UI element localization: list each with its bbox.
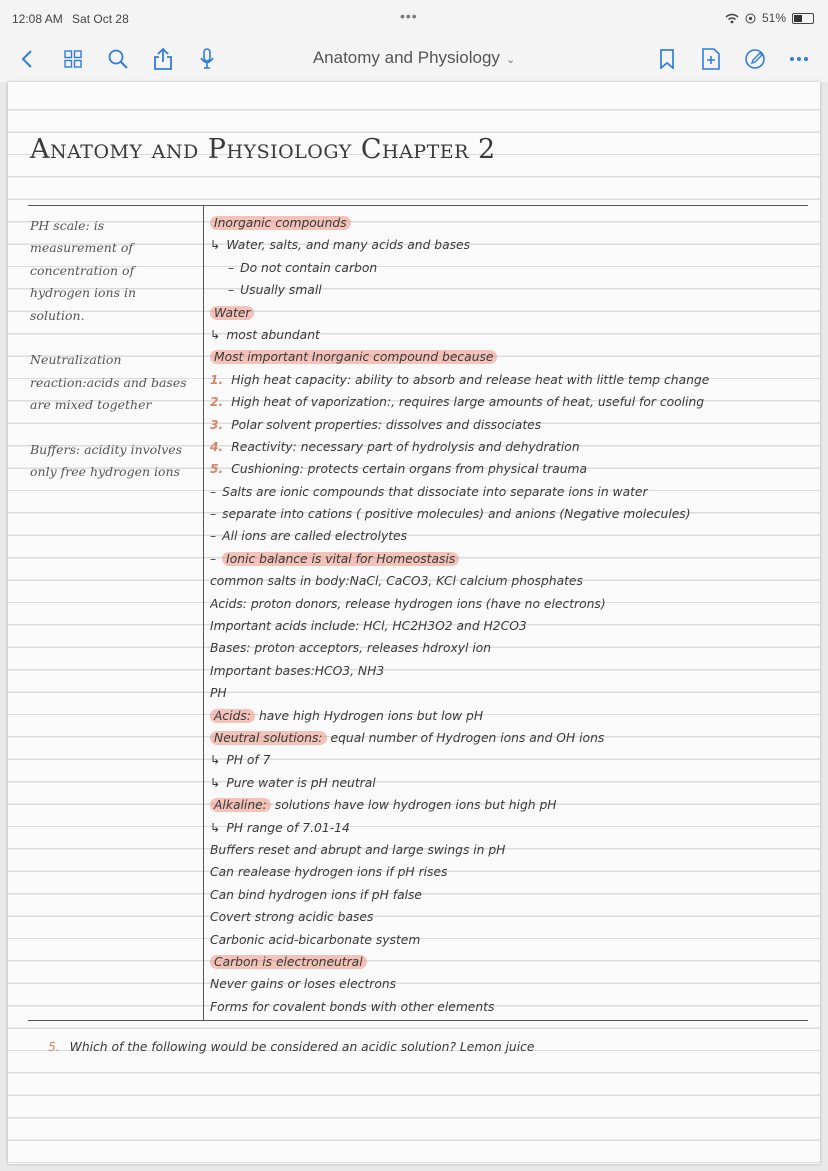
bookmark-button[interactable]: [652, 44, 682, 74]
note-line: [210, 705, 810, 727]
note-line: [210, 772, 810, 794]
note-text: Bases: proton acceptors, releases hdroxyl ion: [210, 641, 492, 656]
document-title-text: Anatomy and Physiology: [312, 48, 500, 67]
note-text: High heat capacity: ability to absorb and release heat with little temp change: [231, 372, 710, 387]
note-line: [210, 369, 810, 391]
toolbar: [0, 36, 828, 82]
note-text: Water, salts, and many acids and bases: [226, 238, 471, 253]
frame-bottom-line: [28, 1020, 808, 1021]
note-text: PH range of 7.01-14: [226, 820, 350, 835]
note-bullet: –: [210, 551, 217, 566]
note-bullet: –: [210, 507, 217, 522]
note-text: Pure water is pH neutral: [226, 775, 376, 790]
cue-note: PH scale: is measurement of concentration of hydrogen ions in solution.: [30, 218, 137, 323]
question-number: 5.: [48, 1040, 60, 1054]
bookmark-icon: [659, 49, 675, 69]
note-line: [210, 929, 810, 951]
battery-icon: [792, 13, 814, 24]
note-bullet: ↳: [210, 820, 221, 835]
note-line: [210, 458, 810, 480]
note-line: [210, 749, 810, 771]
note-text: Salts are ionic compounds that dissociate into separate ions in water: [222, 484, 648, 499]
note-bullet: ↳: [210, 753, 221, 768]
note-text: High heat of vaporization:, requires large amounts of heat, useful for cooling: [231, 395, 705, 410]
note-text: Cushioning: protects certain organs from physical trauma: [231, 462, 588, 477]
note-line: [210, 593, 810, 615]
cue-column: [30, 215, 190, 506]
note-bullet: –: [210, 529, 217, 544]
note-text: Forms for covalent bonds with other elements: [210, 999, 495, 1014]
battery-percent: 51%: [761, 11, 786, 25]
wifi-icon: [725, 13, 739, 24]
note-line: [210, 436, 810, 458]
note-line: [210, 481, 810, 503]
cue-note: Neutralization reaction:acids and bases are mixed together: [30, 352, 187, 413]
status-date: Sat Oct 28: [72, 12, 129, 26]
note-number: 4.: [210, 439, 224, 454]
note-text: Do not contain carbon: [240, 260, 378, 275]
note-text: have high Hydrogen ions but low pH: [258, 708, 484, 723]
note-text: Reactivity: necessary part of hydrolysis and dehydration: [231, 439, 580, 454]
note-text: Can realease hydrogen ions if pH rises: [210, 865, 448, 880]
note-text: Important bases:HCO3, NH3: [210, 663, 385, 678]
note-text: All ions are called electrolytes: [222, 529, 408, 544]
note-line: [210, 973, 810, 995]
note-line: [210, 682, 810, 704]
page-heading: Anatomy and Physiology Chapter 2: [30, 134, 496, 165]
note-highlighted-text: Ionic balance is vital for Homeostasis: [222, 552, 459, 566]
note-text: Never gains or loses electrons: [210, 977, 397, 992]
note-text: most abundant: [226, 327, 320, 342]
markup-button[interactable]: [740, 44, 770, 74]
note-text: separate into cations ( positive molecules) and anions (Negative molecules): [222, 507, 691, 522]
note-line: [210, 861, 810, 883]
note-line: [210, 346, 810, 368]
summary-question: [48, 1040, 808, 1054]
note-highlighted-text: Water: [210, 306, 254, 320]
note-text: PH: [210, 686, 227, 701]
chevron-down-icon: ⌄: [505, 54, 516, 66]
question-text: Which of the following would be considered an acidic solution? Lemon juice: [69, 1040, 535, 1054]
note-text: equal number of Hydrogen ions and OH ions: [330, 730, 605, 745]
note-bullet: –: [228, 283, 235, 298]
note-number: 2.: [210, 395, 224, 410]
note-text: solutions have low hydrogen ions but high pH: [274, 798, 557, 813]
note-text: Usually small: [240, 283, 322, 298]
note-bullet: ↳: [210, 775, 221, 790]
note-highlighted-label: Alkaline:: [210, 798, 271, 812]
note-line: [210, 234, 810, 256]
note-text: common salts in body:NaCl, CaCO3, KCl calcium phosphates: [210, 574, 583, 589]
note-line: [210, 257, 810, 279]
note-line: [210, 884, 810, 906]
note-number: 1.: [210, 372, 224, 387]
markup-icon: [744, 48, 766, 70]
note-highlighted-text: Inorganic compounds: [210, 216, 351, 230]
note-line: [210, 951, 810, 973]
more-icon: [789, 56, 809, 62]
battery-fill: [794, 15, 802, 22]
note-text: Can bind hydrogen ions if pH false: [210, 887, 423, 902]
note-bullet: ↳: [210, 238, 221, 253]
note-highlighted-label: Acids:: [210, 709, 255, 723]
note-line: [210, 391, 810, 413]
note-line: [210, 324, 810, 346]
note-line: [210, 906, 810, 928]
note-line: [210, 548, 810, 570]
note-line: [210, 212, 810, 234]
status-bar: [0, 0, 828, 36]
more-button[interactable]: [784, 44, 814, 74]
note-highlighted-label: Neutral solutions:: [210, 731, 327, 745]
note-line: [210, 637, 810, 659]
note-line: [210, 615, 810, 637]
note-highlighted-text: Carbon is electroneutral: [210, 955, 367, 969]
status-right: [725, 11, 814, 25]
note-number: 5.: [210, 462, 224, 477]
note-bullet: –: [210, 484, 217, 499]
note-text: Buffers reset and abrupt and large swings in pH: [210, 842, 506, 857]
add-page-button[interactable]: [696, 44, 726, 74]
note-bullet: ↳: [210, 327, 221, 342]
note-line: [210, 839, 810, 861]
note-line: [210, 302, 810, 324]
note-line: [210, 817, 810, 839]
note-line: [210, 503, 810, 525]
note-text: Acids: proton donors, release hydrogen ions (have no electrons): [210, 596, 606, 611]
note-line: [210, 996, 810, 1018]
note-line: [210, 279, 810, 301]
note-line: [210, 570, 810, 592]
note-number: 3.: [210, 417, 224, 432]
note-text: Covert strong acidic bases: [210, 910, 374, 925]
note-page[interactable]: [8, 82, 820, 1164]
note-line: [210, 414, 810, 436]
location-icon: [745, 13, 756, 24]
note-text: Carbonic acid-bicarbonate system: [210, 932, 421, 947]
note-line: [210, 794, 810, 816]
note-line: [210, 660, 810, 682]
note-text: PH of 7: [226, 753, 271, 768]
status-time: [12, 12, 129, 26]
note-line: [210, 727, 810, 749]
note-line: [210, 525, 810, 547]
note-highlighted-text: Most important Inorganic compound because: [210, 350, 497, 364]
add-page-icon: [702, 48, 720, 70]
multitasking-dots[interactable]: •••: [400, 8, 418, 24]
cue-column-divider: [203, 205, 204, 1020]
status-clock: 12:08 AM: [12, 12, 63, 26]
note-text: Important acids include: HCl, HC2H3O2 and H2CO3: [210, 619, 527, 634]
cue-note: Buffers: acidity involves only free hydrogen ions: [30, 442, 183, 480]
note-bullet: –: [228, 260, 235, 275]
notes-column: [210, 212, 810, 1018]
note-text: Polar solvent properties: dissolves and dissociates: [231, 417, 542, 432]
frame-top-line: [28, 205, 808, 206]
